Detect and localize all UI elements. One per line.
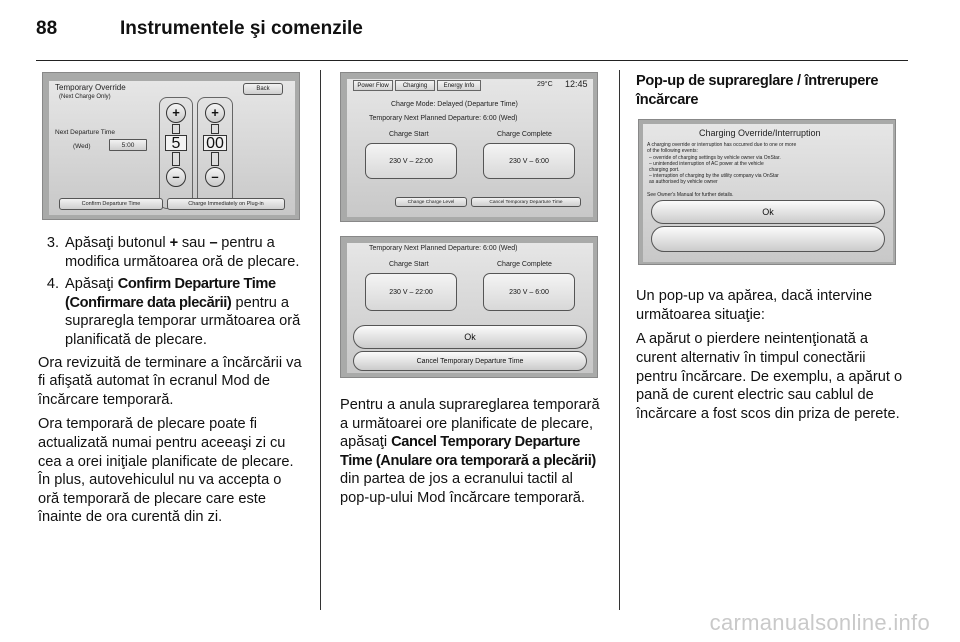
popup-bullet: charging port.	[649, 167, 680, 174]
minute-digits: 00	[203, 135, 227, 151]
page-number: 88	[36, 18, 58, 39]
temporary-override-screen	[42, 72, 300, 220]
screen-subtitle: (Next Charge Only)	[59, 94, 111, 100]
cancel-departure-button[interactable]: Cancel Temporary Departure Time	[471, 197, 581, 207]
column-divider-2	[619, 70, 620, 610]
confirm-departure-button[interactable]: Confirm Departure Time	[59, 198, 163, 210]
section-heading: Pop-up de suprareglare / întrerupere încărcare	[636, 73, 879, 108]
hour-bar-bottom	[172, 152, 180, 166]
list-item	[38, 275, 304, 349]
back-button[interactable]: Back	[243, 83, 283, 95]
hour-bar-top	[172, 124, 180, 134]
steps-list	[38, 234, 304, 350]
popup-bullet: – interruption of charging by the utility company via OnStar	[649, 173, 779, 180]
temperature: 29°C	[537, 81, 553, 88]
departure-day: (Wed)	[73, 143, 91, 150]
clock: 12:45	[565, 79, 588, 89]
minute-plus-button[interactable]: +	[205, 103, 225, 123]
column-divider-1	[320, 70, 321, 610]
column-3	[636, 72, 904, 429]
next-departure-label: Next Departure Time	[55, 129, 115, 136]
column-1	[38, 72, 304, 533]
charge-immediately-button[interactable]: Charge Immediately on Plug-in	[167, 198, 285, 210]
step-number: 4.	[46, 276, 59, 293]
planned-departure-line: Temporary Next Planned Departure: 6:00 (Wed)	[369, 115, 518, 122]
chapter-title: Instrumentele şi comenzile	[120, 18, 363, 39]
hour-plus-button[interactable]: +	[166, 103, 186, 123]
charging-override-popup	[638, 119, 896, 265]
popup-line-1: A charging override or interruption has occurred due to one or more	[647, 142, 797, 149]
paragraph: Ora temporară de plecare poate fi actualizată numai pentru aceeaşi zi cu cea a orei iniţiale planificate de plecare. În plus, autovehiculul nu va accepta o oră temporară de plecare care este înainte de ora curentă din zi.	[38, 416, 294, 526]
ok-button[interactable]: Ok	[651, 200, 885, 224]
ok-button[interactable]: Ok	[353, 325, 587, 349]
popup-title: Charging Override/Interruption	[699, 128, 821, 139]
tab-charging[interactable]: Charging	[395, 80, 435, 91]
empty-popup-bar	[651, 226, 885, 252]
minute-bar-top	[211, 124, 219, 134]
charge-start-value: 230 V – 22:00	[365, 273, 457, 311]
popup-bullet: – unintended interruption of AC power at the vehicle	[649, 161, 764, 168]
charge-complete-value: 230 V – 6:00	[483, 143, 575, 179]
charge-complete-value: 230 V – 6:00	[483, 273, 575, 311]
minute-bar-bottom	[211, 152, 219, 166]
tab-power-flow[interactable]: Power Flow	[353, 80, 393, 91]
paragraph: Pentru a anula suprareglarea temporară a următoarei ore planificate de plecare, apăsaţi Cancel Temporary Departure Time (Anulare ora temporară a plecării) din partea de jos a ecranului tactil al pop-up-ului Mod încărcare temporară.	[340, 397, 600, 506]
charge-complete-label: Charge Complete	[497, 131, 552, 138]
popup-line-2: of the following events:	[647, 148, 698, 155]
list-item	[38, 234, 304, 271]
minute-minus-button[interactable]: –	[205, 167, 225, 187]
paragraph: A apărut o pierdere neintenţionată a curent alternativ în timpul conectării pentru încărcare. De exemplu, a apărut o pană de curent electric sau cablul de încărcare a fost scos din priza de perete.	[636, 331, 903, 422]
watermark: carmanualsonline.info	[709, 610, 930, 635]
charging-screen	[340, 72, 598, 222]
change-charge-level-button[interactable]: Change Charge Level	[395, 197, 467, 207]
step-text: Apăsaţi butonul + sau – pentru a modifica următoarea oră de plecare.	[65, 235, 300, 270]
charge-start-label: Charge Start	[389, 131, 429, 138]
page-header	[36, 18, 363, 48]
charge-start-value: 230 V – 22:00	[365, 143, 457, 179]
charge-complete-label: Charge Complete	[497, 261, 552, 268]
popup-bullet: as authorised by vehicle owner	[649, 179, 718, 186]
tab-energy-info[interactable]: Energy Info	[437, 80, 481, 91]
planned-departure-line: Temporary Next Planned Departure: 6:00 (Wed)	[369, 245, 518, 252]
paragraph: Ora revizuită de terminare a încărcării va fi afişată automat în ecranul Mod de încărcare temporară.	[38, 354, 302, 408]
cancel-temporary-departure-button[interactable]: Cancel Temporary Departure Time	[353, 351, 587, 371]
popup-bullet: – override of charging settings by vehicle owner via OnStar.	[649, 155, 781, 162]
charge-mode-line: Charge Mode: Delayed (Departure Time)	[391, 101, 518, 108]
hour-minus-button[interactable]: –	[166, 167, 186, 187]
hour-digit: 5	[165, 135, 187, 151]
header-divider	[36, 60, 908, 61]
step-number: 3.	[46, 235, 59, 251]
column-2	[340, 72, 602, 514]
step-text: Apăsaţi Confirm Departure Time (Confirmare data plecării) pentru a supraregla temporar următoarea oră planificată de plecare.	[65, 276, 301, 348]
charge-start-label: Charge Start	[389, 261, 429, 268]
screen-title: Temporary Override	[55, 83, 126, 92]
owners-manual-note: See Owner's Manual for further details.	[647, 192, 734, 199]
departure-time-field: 5:00	[109, 139, 147, 151]
paragraph: Un pop-up va apărea, dacă intervine următoarea situaţie:	[636, 288, 873, 323]
temporary-departure-popup	[340, 236, 598, 378]
